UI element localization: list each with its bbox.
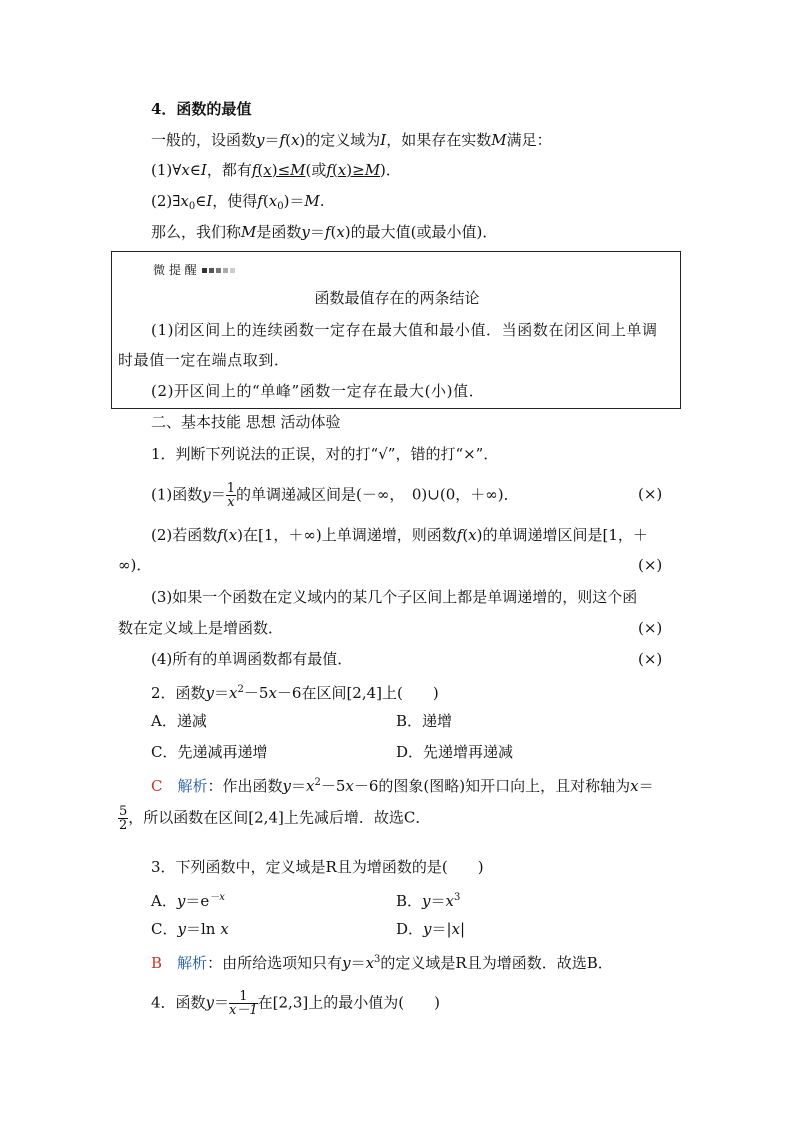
analysis-key: 解析 [177,954,208,972]
judgement-mark: (×) [638,485,663,503]
answer-letter: C [151,777,163,795]
definition-paragraph: 一般的，设函数y＝f(x)的定义域为I，如果存在实数M满足： [151,131,552,149]
option-c[interactable]: C．先递减再递增 [151,743,268,761]
tip-line-2: 时最值一定在端点取到． [118,351,290,369]
question-1-statement-3-cont: 数在定义域上是增函数． [118,619,284,637]
question-1-statement-2-cont: ∞)． [118,556,152,574]
option-d[interactable]: D．先递增再递减 [396,743,514,761]
option-a[interactable]: A．递减 [151,712,207,730]
question-2-analysis-cont: $\frac{5}{2}$ ，所以函数在区间[2,4]上先减后增．故选C． [119,804,431,833]
conclusion: 那么，我们称M是函数y＝f(x)的最大值(或最小值)． [151,223,498,241]
judgement-mark: (×) [638,650,663,668]
question-2-analysis: C 解析：作出函数$y=x^2-5x-6$的图象(图略)知开口向上，且对称轴为x＝ [151,777,654,795]
tip-square-icon [223,268,228,273]
part-heading: 二、基本技能 思想 活动体验 [151,413,341,431]
question-2-stem: 2．函数$y=x^2-5x-6$在区间[2,4]上( ) [151,684,439,702]
tip-square-icon [216,268,221,273]
condition-2: $(2)\exists x_0\in I$，使得$f(x_0)=M$. [151,192,325,212]
judgement-mark: (×) [638,556,663,574]
tip-line-1: (1)闭区间上的连续函数一定存在最大值和最小值．当函数在闭区间上单调 [151,321,658,339]
analysis-key: 解析 [177,777,208,795]
fraction: $\frac{1}{x}$ [226,481,236,510]
question-4-stem: 4．函数y＝ $\frac{1}{x-1}$ 在[2,3]上的最小值为( ) [151,989,440,1018]
option-b[interactable]: B．$y=x^3$ [396,892,461,910]
option-c[interactable]: C．y＝ln x [151,920,229,938]
tip-square-icon [209,268,214,273]
question-3-stem: 3．下列函数中，定义域是R且为增函数的是( ) [151,858,484,876]
condition-1: (1)∀x∈I，都有f(x)≤M(或f(x)≥M)． [151,161,401,179]
section-heading: 4．函数的最值 [151,100,252,118]
option-d[interactable]: D．y＝|x| [396,920,466,938]
answer-letter: B [151,954,163,972]
tip-label: 微 提 醒 [153,262,235,278]
question-1-statement-2: (2)若函数f(x)在[1，＋∞)上单调递增，则函数f(x)的单调递增区间是[1，＋ [151,526,648,544]
fraction: $\frac{5}{2}$ [119,804,128,833]
option-a[interactable]: A．$y=e^{-x}$ [151,892,225,910]
tip-line-3: (2)开区间上的“单峰”函数一定存在最大(小)值． [151,382,485,400]
tip-title: 函数最值存在的两条结论 [314,289,480,307]
question-1-statement-1: (1)函数y＝ $\frac{1}{x}$ 的单调递减区间是(－∞， 0)∪(0，＋∞)． [151,481,519,510]
option-b[interactable]: B．递增 [396,712,453,730]
tip-square-icon [230,268,235,273]
question-1-stem: 1．判断下列说法的正误，对的打“√”，错的打“×”． [151,445,499,463]
judgement-mark: (×) [638,619,663,637]
question-1-statement-3: (3)如果一个函数在定义域内的某几个子区间上都是单调递增的，则这个函 [151,588,638,606]
fraction: $\frac{1}{x-1}$ [229,989,258,1018]
tip-square-icon [202,268,207,273]
question-1-statement-4: (4)所有的单调函数都有最值． [151,650,353,668]
question-3-analysis: B 解析：由所给选项知只有$y=x^3$的定义域是R且为增函数．故选B． [151,954,613,972]
